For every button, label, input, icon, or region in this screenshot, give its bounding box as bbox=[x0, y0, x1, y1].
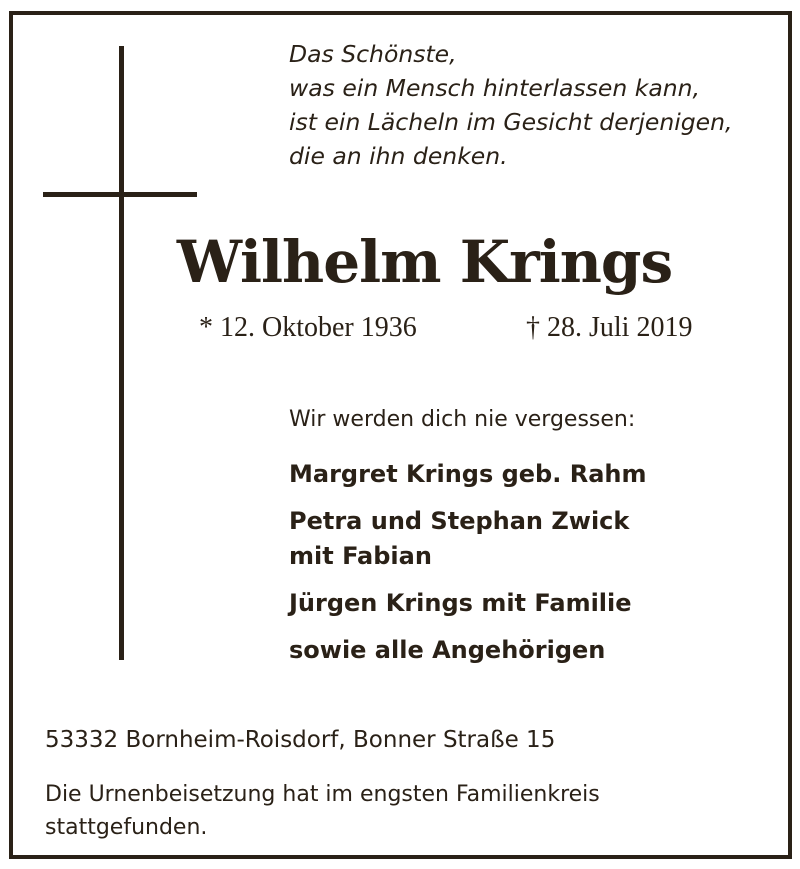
quote-line: ist ein Lächeln im Gesicht derjenigen, bbox=[289, 108, 733, 136]
quote-line: Das Schönste, bbox=[289, 40, 457, 68]
cross-icon-horizontal-bar bbox=[43, 192, 197, 197]
mourners-list bbox=[289, 457, 646, 668]
mourner-line: Margret Krings geb. Rahm bbox=[289, 460, 647, 488]
mourner-line: Jürgen Krings mit Familie bbox=[289, 589, 632, 617]
mourner-entry bbox=[289, 504, 646, 574]
birth-date: * 12. Oktober 1936 bbox=[199, 312, 417, 343]
mourner-entry bbox=[289, 586, 646, 621]
cross-icon-vertical-bar bbox=[119, 46, 124, 660]
obituary-notice bbox=[9, 11, 792, 859]
death-date: † 28. Juli 2019 bbox=[526, 312, 693, 343]
mourners-intro: Wir werden dich nie vergessen: bbox=[289, 407, 636, 432]
quote-line: was ein Mensch hinterlassen kann, bbox=[289, 74, 700, 102]
ceremony-note: Die Urnenbeisetzung hat im engsten Familienkreis stattgefunden. bbox=[45, 782, 600, 840]
mourner-line: mit Fabian bbox=[289, 542, 432, 570]
memorial-quote bbox=[289, 37, 732, 173]
quote-line: die an ihn denken. bbox=[289, 142, 508, 170]
mourner-entry bbox=[289, 633, 646, 668]
mourner-line: sowie alle Angehörigen bbox=[289, 636, 606, 664]
mourning-address: 53332 Bornheim-Roisdorf, Bonner Straße 15 bbox=[45, 727, 556, 753]
mourner-entry bbox=[289, 457, 646, 492]
deceased-name: Wilhelm Krings bbox=[176, 228, 673, 296]
mourner-line: Petra und Stephan Zwick bbox=[289, 507, 630, 535]
